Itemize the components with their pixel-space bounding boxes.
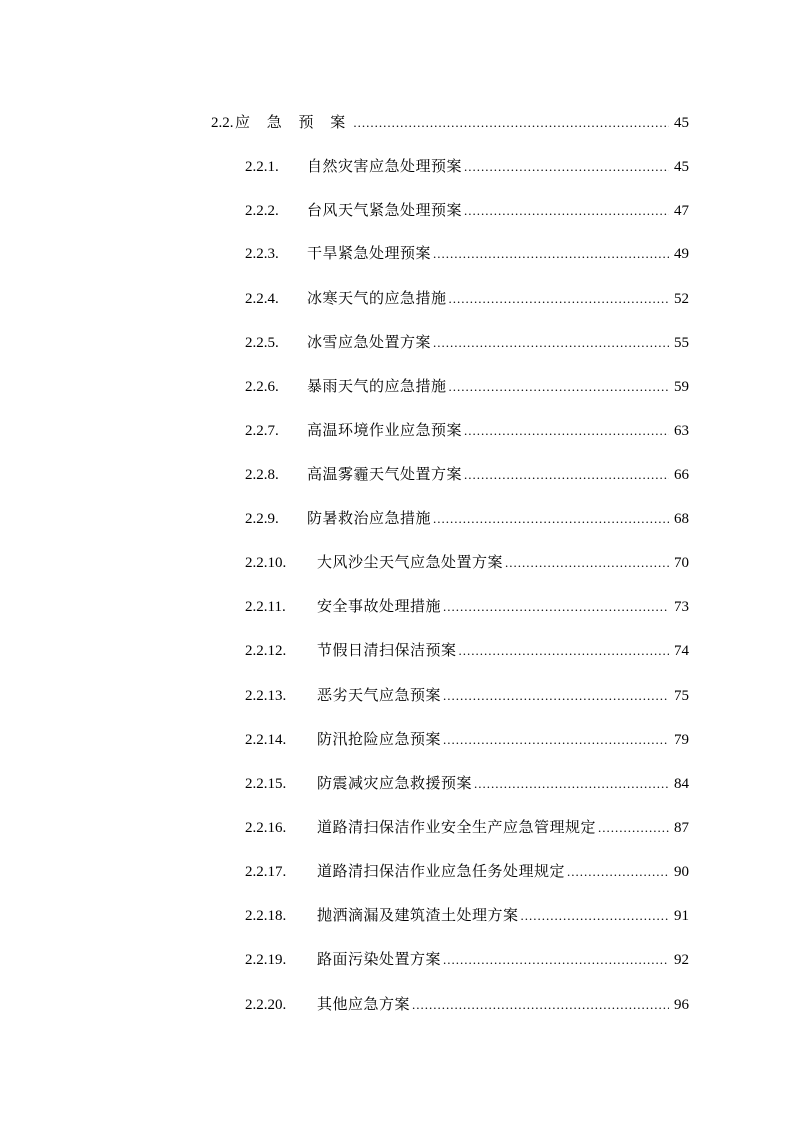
toc-entry-title: 抛洒滴漏及建筑渣土处理方案 <box>317 906 519 924</box>
toc-entry-number: 2.2.6. <box>245 379 279 395</box>
toc-entry[interactable] <box>245 376 689 397</box>
toc-entry-page: 52 <box>674 291 689 307</box>
toc-entry-number: 2.2.11. <box>245 599 286 615</box>
toc-entry-number: 2.2.14. <box>245 732 287 748</box>
toc-entry-title: 道路清扫保洁作业安全生产应急管理规定 <box>317 818 597 836</box>
toc-entry-page: 73 <box>674 599 689 615</box>
toc-entry-title: 高温雾霾天气处置方案 <box>307 465 463 483</box>
toc-leader-dots <box>567 862 669 882</box>
toc-leader-dots <box>443 686 669 706</box>
toc-entry-number: 2.2.19. <box>245 952 287 968</box>
toc-leader-dots <box>433 509 669 529</box>
toc-entry[interactable] <box>245 552 689 573</box>
toc-entry-page: 91 <box>674 908 689 924</box>
toc-entry[interactable] <box>245 508 689 529</box>
toc-leader-dots <box>443 597 669 617</box>
toc-entry-number: 2.2.12. <box>245 643 287 659</box>
toc-section-page: 45 <box>674 115 689 131</box>
toc-entry-number: 2.2.2. <box>245 203 279 219</box>
toc-entry-number: 2.2.8. <box>245 467 279 483</box>
toc-entry[interactable] <box>245 596 689 617</box>
toc-entry[interactable] <box>245 861 689 882</box>
toc-entry-number: 2.2.3. <box>245 246 279 262</box>
toc-entry-page: 92 <box>674 952 689 968</box>
toc-entry-page: 87 <box>674 820 689 836</box>
toc-entry-title: 暴雨天气的应急措施 <box>307 377 447 395</box>
toc-entry[interactable] <box>245 420 689 441</box>
toc-entry[interactable] <box>245 729 689 750</box>
toc-entry-title: 台风天气紧急处理预案 <box>307 201 463 219</box>
toc-entry-page: 47 <box>674 203 689 219</box>
toc-leader-dots <box>598 818 669 838</box>
toc-leader-dots <box>464 201 669 221</box>
toc-entry-number: 2.2.16. <box>245 820 287 836</box>
toc-leader-dots <box>443 950 669 970</box>
toc-entry-page: 74 <box>674 643 689 659</box>
toc-leader-dots <box>464 157 669 177</box>
toc-entry-title: 高温环境作业应急预案 <box>307 421 463 439</box>
toc-entry-page: 84 <box>674 776 689 792</box>
toc-entry-title: 冰雪应急处置方案 <box>307 333 432 351</box>
toc-entry-page: 70 <box>674 555 689 571</box>
toc-entry[interactable] <box>245 156 689 177</box>
toc-entry-title: 安全事故处理措施 <box>317 597 442 615</box>
toc-leader-dots <box>464 465 669 485</box>
toc-entry[interactable] <box>245 685 689 706</box>
toc-entry-title: 防暑救治应急措施 <box>307 509 432 527</box>
toc-entry[interactable] <box>245 994 689 1015</box>
toc-entry-page: 90 <box>674 864 689 880</box>
toc-entry-number: 2.2.5. <box>245 335 279 351</box>
toc-entry-page: 63 <box>674 423 689 439</box>
toc-leader-dots <box>449 289 669 309</box>
toc-entry[interactable] <box>245 288 689 309</box>
toc-entry-number: 2.2.1. <box>245 159 279 175</box>
toc-entry[interactable] <box>245 905 689 926</box>
toc-leader-dots <box>412 995 669 1015</box>
toc-leader-dots <box>459 641 669 661</box>
toc-entry-title: 防汛抢险应急预案 <box>317 730 442 748</box>
toc-entry-number: 2.2.13. <box>245 688 287 704</box>
toc-section-2-2[interactable] <box>211 112 689 133</box>
toc-entry[interactable] <box>245 464 689 485</box>
toc-entry-title: 路面污染处置方案 <box>317 950 442 968</box>
toc-entry-title: 冰寒天气的应急措施 <box>307 289 447 307</box>
toc-entry-title: 大风沙尘天气应急处置方案 <box>317 553 504 571</box>
toc-entry[interactable] <box>245 773 689 794</box>
toc-entry-title: 道路清扫保洁作业应急任务处理规定 <box>317 862 566 880</box>
toc-entry-page: 45 <box>674 159 689 175</box>
toc-entry[interactable] <box>245 200 689 221</box>
toc-leader-dots <box>353 113 669 133</box>
toc-entry-page: 75 <box>674 688 689 704</box>
toc-leader-dots <box>433 333 669 353</box>
toc-entry[interactable] <box>245 817 689 838</box>
toc-entry[interactable] <box>245 332 689 353</box>
toc-leader-dots <box>433 244 669 264</box>
toc-entry-title: 防震减灾应急救援预案 <box>317 774 473 792</box>
toc-leader-dots <box>464 421 669 441</box>
toc-leader-dots <box>474 774 669 794</box>
toc-entry-number: 2.2.10. <box>245 555 287 571</box>
toc-entry-title: 节假日清扫保洁预案 <box>317 641 457 659</box>
toc-entry-page: 49 <box>674 246 689 262</box>
toc-entry-page: 59 <box>674 379 689 395</box>
toc-entry-number: 2.2.15. <box>245 776 287 792</box>
toc-section-number: 2.2. <box>211 115 234 131</box>
toc-entry-page: 96 <box>674 997 689 1013</box>
toc-leader-dots <box>449 377 669 397</box>
toc-entry[interactable] <box>245 640 689 661</box>
toc-entry-title: 其他应急方案 <box>317 995 411 1013</box>
toc-entry-title: 恶劣天气应急预案 <box>317 686 442 704</box>
toc-entry-number: 2.2.18. <box>245 908 287 924</box>
toc-entry[interactable] <box>245 243 689 264</box>
toc-entry-title: 自然灾害应急处理预案 <box>307 157 463 175</box>
toc-leader-dots <box>521 906 669 926</box>
toc-entry-number: 2.2.7. <box>245 423 279 439</box>
toc-leader-dots <box>505 553 669 573</box>
toc-entry-page: 66 <box>674 467 689 483</box>
toc-entry-page: 68 <box>674 511 689 527</box>
toc-entry[interactable] <box>245 949 689 970</box>
toc-entry-number: 2.2.4. <box>245 291 279 307</box>
toc-entry-number: 2.2.9. <box>245 511 279 527</box>
toc-entry-number: 2.2.20. <box>245 997 287 1013</box>
toc-section-title: 应 急 预 案 <box>235 113 352 131</box>
toc-entry-title: 干旱紧急处理预案 <box>307 244 432 262</box>
toc-entry-page: 79 <box>674 732 689 748</box>
toc-entry-page: 55 <box>674 335 689 351</box>
toc-entry-number: 2.2.17. <box>245 864 287 880</box>
toc-leader-dots <box>443 730 669 750</box>
